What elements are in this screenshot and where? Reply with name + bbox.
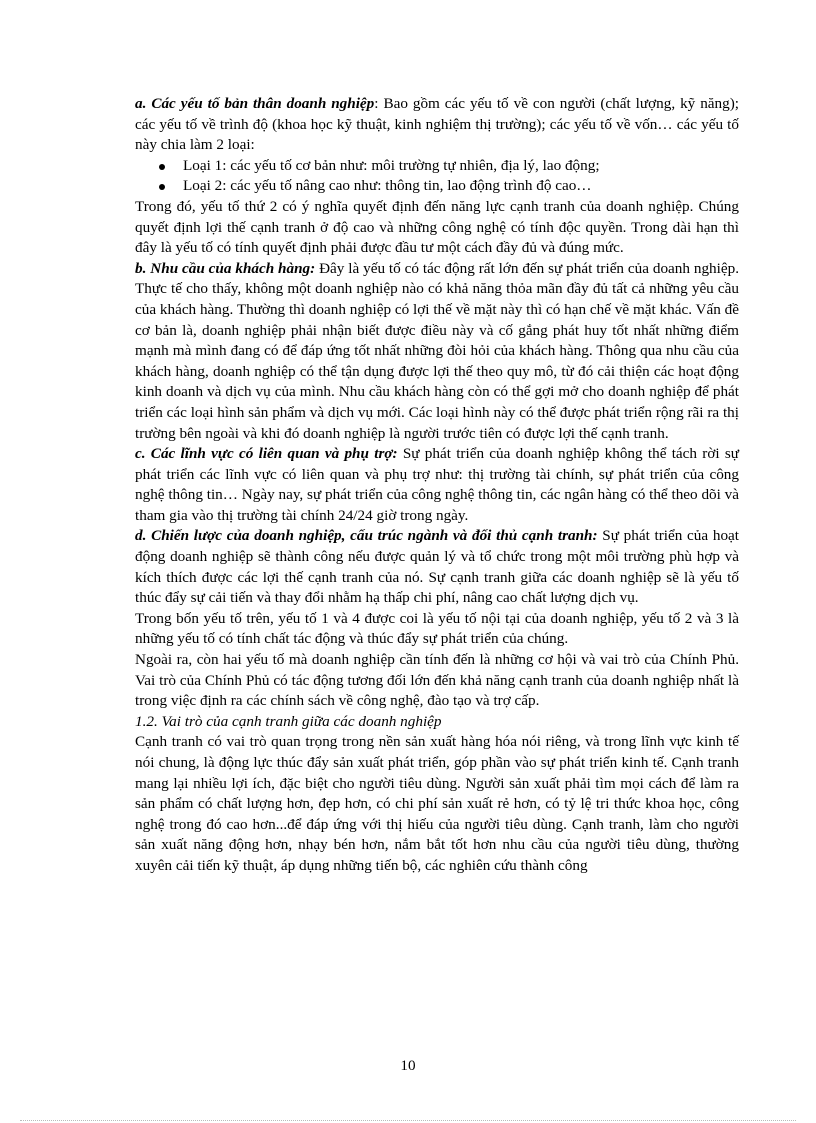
text-d: Sự phát triển của hoạt động doanh nghiệp sẽ thành công nếu được quản lý và tổ chức trong một môi trường phù hợp và kích thích được các lợi thế cạnh tranh của nó. Sự cạnh tranh giữa các doanh nghiệp sẽ là yếu tố thúc đẩy sự cải tiến và thay đổi nhằm hạ thấp chi phí, nâng cao chất lượng dịch vụ. (135, 527, 739, 607)
list-item-text: Loại 1: các yếu tố cơ bản như: môi trường tự nhiên, địa lý, lao động; (183, 156, 600, 174)
text-a: : Bao gồm các yếu tố về con người (chất lượng, kỹ năng); các yếu tố về trình độ (khoa học kỹ thuật, kinh nghiệm thị trường); các yếu tố về vốn… các yếu tố này chia làm 2 loại: (135, 95, 740, 154)
paragraph-competition-role: Cạnh tranh có vai trò quan trọng trong nền sản xuất hàng hóa nói riêng, và trong lĩnh vực kinh tế nói chung, là động lực thúc đẩy sản xuất phát triển, góp phần vào sự phát triển kinh tế. Cạnh tranh mang lại nhiều lợi ích, đặc biệt cho người tiêu dùng. Người sản xuất phải tìm mọi cách để làm ra sản phẩm có chất lượng hơn, đẹp hơn, có chi phí sản xuất rẻ hơn, có tỷ lệ tri thức khoa học, công nghệ trong đó cao hơn...để đáp ứng với thị hiếu của người tiêu dùng. Cạnh tranh, làm cho người sản xuất năng động hơn, nhạy bén hơn, nắm bắt tốt hơn nhu cầu của người tiêu dùng, thường xuyên cải tiến kỹ thuật, áp dụng những tiến bộ, các nghiên cứu thành công (135, 733, 739, 874)
section-heading: 1.2. Vai trò của cạnh tranh giữa các doanh nghiệp (135, 712, 442, 730)
heading-d: d. Chiến lược của doanh nghiệp, cấu trúc ngành và đối thủ cạnh tranh: (135, 527, 598, 545)
paragraph-d (135, 526, 739, 608)
list-item (135, 156, 739, 177)
text-b: Đây là yếu tố có tác động rất lớn đến sự phát triển của doanh nghiệp. Thực tế cho thấy, không một doanh nghiệp nào có khả năng thỏa mãn đầy đủ tất cả những yêu cầu của khách hàng. Thường thì doanh nghiệp có lợi thế về mặt này thì có hạn chế về mặt khác. Vấn đề cơ bản là, doanh nghiệp phải nhận biết được điều này và cố gắng phát huy tốt nhất những điểm mạnh mà mình đang có để đáp ứng tốt nhất những đòi hỏi của khách hàng. Thông qua nhu cầu của khách hàng, doanh nghiệp có thể tận dụng được lợi thế theo quy mô, từ đó cải thiện các hoạt động kinh doanh và dịch vụ của mình. Nhu cầu khách hàng còn có thể gợi mở cho doanh nghiệp để phát triển các loại hình sản phẩm và dịch vụ mới. Các loại hình này có thể được phát triển rộng rãi ra thị trường bên ngoài và khi đó doanh nghiệp là người trước tiên có được lợi thế cạnh tranh. (135, 259, 739, 442)
bullet-list (135, 156, 739, 197)
paragraph-summary: Trong bốn yếu tố trên, yếu tố 1 và 4 được coi là yếu tố nội tại của doanh nghiệp, yếu tố 2 và 3 là những yếu tố có tính chất tác động và thúc đẩy sự phát triển của chúng. (135, 609, 739, 648)
paragraph-c (135, 444, 739, 526)
page-number: 10 (400, 1057, 416, 1074)
list-item (135, 176, 739, 197)
bullet-icon (159, 184, 165, 190)
page-bottom-divider (20, 1120, 796, 1121)
paragraph-government: Ngoài ra, còn hai yếu tố mà doanh nghiệp cần tính đến là những cơ hội và vai trò của Chính Phủ. Vai trò của Chính Phủ có tác động tương đối lớn đến khả năng cạnh tranh của doanh nghiệp nhất là trong việc định ra các chính sách về công nghệ, đào tạo và trợ cấp. (135, 651, 739, 710)
paragraph-a-after: Trong đó, yếu tố thứ 2 có ý nghĩa quyết định đến năng lực cạnh tranh của doanh nghiệp. Chúng quyết định lợi thế cạnh tranh ở độ cao và những công nghệ có tính độc quyền. Trong dài hạn thì đây là yếu tố có tính quyết định phải được đầu tư một cách đầy đủ và đúng mức. (135, 197, 739, 257)
heading-b: b. Nhu cầu của khách hàng: (135, 259, 316, 277)
heading-c: c. Các lĩnh vực có liên quan và phụ trợ: (135, 445, 398, 463)
document-body (135, 94, 739, 877)
heading-a: a. Các yếu tố bản thân doanh nghiệp (135, 95, 375, 112)
paragraph-a (135, 94, 739, 156)
text-c: Sự phát triển của doanh nghiệp không thể tách rời sự phát triển các lĩnh vực có liên quan và phụ trợ như: thị trường tài chính, sự phát triển của công nghệ thông tin… Ngày nay, sự phát triển của công nghệ thông tin, các ngân hàng có thể theo dõi và tham gia vào thị trường tài chính 24/24 giờ trong ngày. (135, 445, 739, 524)
bullet-icon (159, 164, 165, 170)
list-item-text: Loại 2: các yếu tố nâng cao như: thông tin, lao động trình độ cao… (183, 177, 592, 195)
paragraph-b (135, 259, 739, 444)
